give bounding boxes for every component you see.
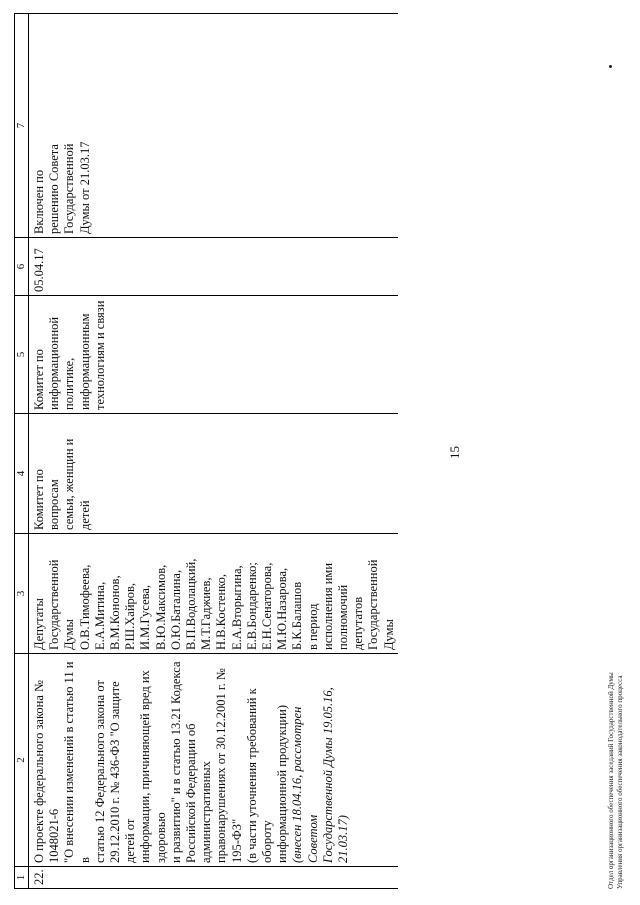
table-row <box>29 14 398 889</box>
column-header-2: 2 <box>15 654 29 867</box>
bill-authors: Депутаты Государственной Думы О.В.Тимофеева, Е.А.Митина, В.М.Кононов, Р.Ш.Хайров, И.М.Гусева, В.Ю.Максимов, О.Ю.Баталина, В.П.Водолацкий, М.Т.Гаджиев, Н.В.Костенко, Е.А.Вторыгина, Е.В.Бондаренко; Е.Н.Сенаторова, М.Ю.Назарова, Б.К.Балашов в период исполнения ими полномочий депутатов Государственной Думы <box>32 558 396 650</box>
column-header-5: 5 <box>15 296 29 414</box>
row-number: 22. <box>32 869 46 885</box>
column-header-7: 7 <box>15 14 29 238</box>
column-header-6: 6 <box>15 238 29 296</box>
page-number: 15 <box>447 446 462 459</box>
bill-description-note: (внесен 18.04.16, рассмотрен Советом Государственной Думы 19.05.16, 21.03.17) <box>290 687 351 863</box>
decision-text: Включен по решению Совета Государственной Думы от 21.03.17 <box>32 141 92 234</box>
main-committee-cell <box>29 414 398 534</box>
column-header-3: 3 <box>15 534 29 654</box>
column-header-4: 4 <box>15 414 29 534</box>
date-cell <box>29 238 398 296</box>
footer-line-1: Отдел организационного обеспечения заседаний Государственной Думы <box>607 672 615 889</box>
authors-cell <box>29 534 398 654</box>
co-committee-cell <box>29 296 398 414</box>
scan-speck <box>609 65 612 68</box>
bill-table <box>14 13 398 889</box>
table-header-row <box>15 14 29 889</box>
main-committee: Комитет по вопросам семьи, женщин и детей <box>32 438 92 530</box>
decision-cell <box>29 14 398 238</box>
footer-line-2: Управления организационного обеспечения законодательного процесса <box>616 675 624 889</box>
decision-date: 05.04.17 <box>32 248 46 292</box>
bill-description-cell <box>29 654 398 867</box>
row-number-cell <box>29 867 398 889</box>
column-header-1: 1 <box>15 867 29 889</box>
co-committee: Комитет по информационной политике, информационным технологиям и связи <box>32 300 107 410</box>
footer <box>607 672 625 889</box>
bill-description: О проекте федерального закона № 1048021-6 "О внесении изменений в статью 11 и в статью 12 Федерального закона от 29.12.2010 г. № 436-ФЗ "О защите детей от информации, причиняющей вред их здоровью и развитию" и в статью 13.21 Кодекса Российской Федерации об административных правонарушениях от 30.12.2001 г. № 195-ФЗ" (в части уточнения требований к обороту информационной продукции) <box>32 661 290 863</box>
